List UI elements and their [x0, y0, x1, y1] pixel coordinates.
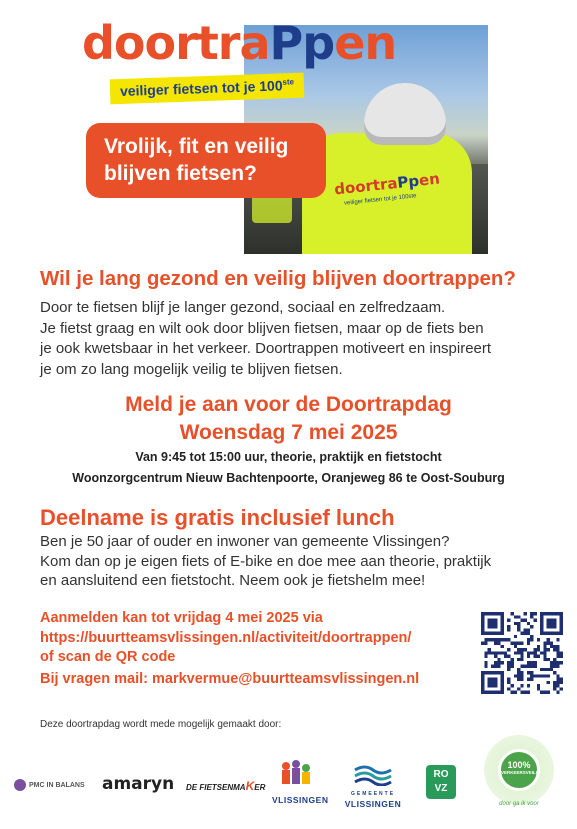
verkeersveilig-badge	[484, 735, 554, 805]
registration-info	[40, 609, 411, 668]
hero-line-1: Vrolijk, fit en veilig	[104, 135, 289, 158]
gemeente-waves-icon	[353, 764, 393, 786]
event-time: Van 9:45 tot 15:00 uur, theorie, praktijk en fietstocht	[135, 450, 442, 464]
participation-heading: Deelname is gratis inclusief lunch	[40, 505, 395, 530]
registration-deadline: Aanmelden kan tot vrijdag 4 mei 2025 via	[40, 610, 323, 626]
event-title: Meld je aan voor de Doortrapdag	[125, 393, 452, 416]
contact-mail[interactable]: Bij vragen mail: markvermue@buurtteamsvlissingen.nl	[40, 671, 420, 687]
sponsor-pmc-logo: PMC IN BALANS	[14, 779, 85, 791]
hero-line-2: blijven fietsen?	[104, 162, 257, 185]
sponsor-amaryn-logo: amaryn	[102, 774, 175, 794]
logo-tagline: veiliger fietsen tot je 100ste	[110, 73, 305, 105]
hero-speech-box	[86, 123, 326, 198]
sponsor-credit: Deze doortrapdag wordt mede mogelijk gemaakt door:	[40, 719, 282, 730]
intro-heading: Wil je lang gezond en veilig blijven doortrappen?	[40, 267, 516, 290]
participation-line: en aansluitend een fietstocht. Neem ook je fietshelm mee!	[40, 572, 426, 589]
vest-logo: doortraPpen	[333, 169, 441, 199]
badge-caption: door ga ik voor	[499, 801, 539, 807]
intro-line: Door te fietsen blijf je langer gezond, sociaal en zelfredzaam.	[40, 299, 446, 316]
sponsor-fietsenmaker-logo: DE FIETSENMAKER	[186, 779, 266, 793]
intro-line: je ook kwetsbaar in het verkeer. Doortrappen motiveert en inspireert	[40, 340, 492, 357]
registration-link[interactable]: https://buurtteamsvlissingen.nl/activiteit/doortrappen/	[40, 629, 412, 646]
event-location: Woonzorgcentrum Nieuw Bachtenpoorte, Oranjeweg 86 te Oost-Souburg	[72, 471, 505, 485]
sponsor-rovz-logo: RO VZ	[426, 765, 456, 799]
sponsor-buurtteams-logo: VLISSINGEN	[272, 760, 320, 805]
photo-helmet	[364, 83, 446, 145]
photo-safety-vest	[302, 133, 472, 254]
pmc-icon	[14, 779, 26, 791]
participation-line: Kom dan op je eigen fiets of E-bike en doe mee aan theorie, praktijk	[40, 552, 492, 570]
sponsor-gemeente-logo: GEMEENTE VLISSINGEN	[340, 764, 406, 809]
qr-code[interactable]	[481, 612, 563, 694]
participation-line: Ben je 50 jaar of ouder en inwoner van gemeente Vlissingen?	[40, 533, 450, 550]
event-date: Woensdag 7 mei 2025	[179, 421, 398, 444]
registration-qr-hint: of scan de QR code	[40, 649, 176, 665]
buurtteams-people-icon	[278, 760, 314, 788]
badge-center: 100% VERKEERSVEILIG	[498, 749, 540, 791]
doortrappen-logo: doortraPpen	[82, 16, 397, 70]
intro-line: je om zo lang mogelijk veilig te blijven fietsen.	[40, 360, 343, 378]
participation-text	[40, 532, 550, 591]
intro-text	[40, 298, 545, 380]
intro-line: Je fietst graag en wilt ook door blijven fietsen, maar op de fiets ben	[40, 319, 484, 337]
vest-tagline: veiliger fietsen tot je 100ste	[343, 193, 417, 207]
